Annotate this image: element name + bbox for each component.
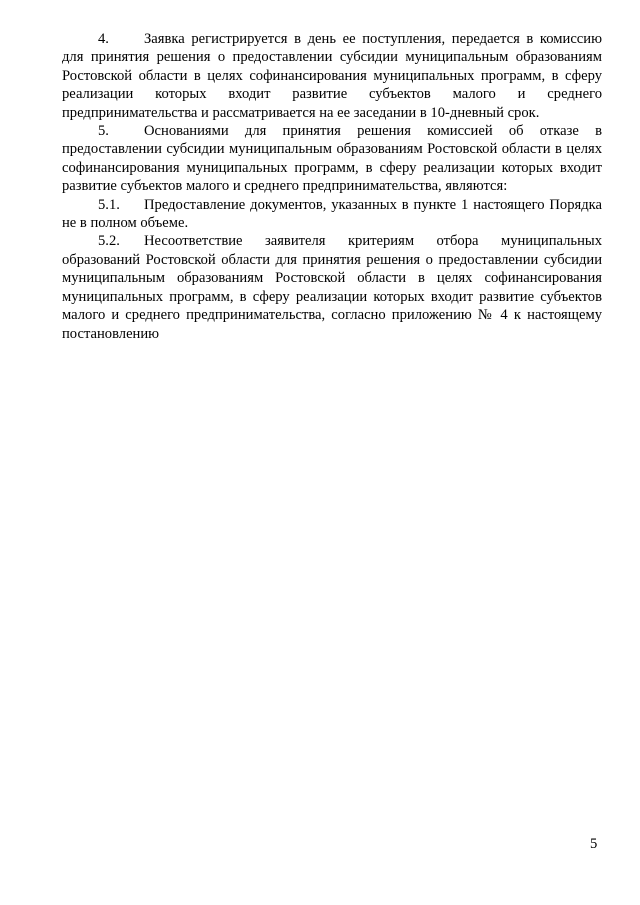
- paragraph-text: Основаниями для принятия решения комиссией об отказе в предоставлении субсидии муниципальным образованиям Ростовской области в целях софинансирования муниципальных программ, в сферу реализации которых входит развитие субъектов малого и среднего предпринимательства, являются:: [62, 123, 602, 195]
- paragraph-5-1: [62, 196, 602, 233]
- paragraph-5-2: [62, 232, 602, 342]
- paragraph-number: 5.1.: [98, 196, 120, 213]
- paragraph-text: Предоставление документов, указанных в пункте 1 настоящего Порядка не в полном объеме.: [62, 196, 602, 232]
- paragraph-4: [62, 30, 602, 122]
- paragraph-number: 5.2.: [98, 233, 120, 250]
- document-body: [62, 30, 602, 343]
- paragraph-text: Заявка регистрируется в день ее поступления, передается в комиссию для принятия решения о предоставлении субсидии муниципальным образованиям Ростовской области в целях софинансирования муниципальных программ, в сферу реализации которых входит развитие субъектов малого и среднего предпринимательства и рассматривается на ее заседании в 10-дневный срок.: [62, 31, 602, 121]
- page-number: 5: [590, 836, 598, 852]
- paragraph-text: Несоответствие заявителя критериям отбора муниципальных образований Ростовской области для принятия решения о предоставлении субсидии муниципальным образованиям Ростовской области в целях софинансирования муниципальных программ, в сферу реализации которых входит развитие субъектов малого и среднего предпринимательства, согласно приложению № 4 к настоящему постановлению: [62, 233, 602, 342]
- paragraph-number: 5.: [98, 123, 109, 140]
- paragraph-number: 4.: [98, 31, 109, 47]
- paragraph-5: [62, 122, 602, 196]
